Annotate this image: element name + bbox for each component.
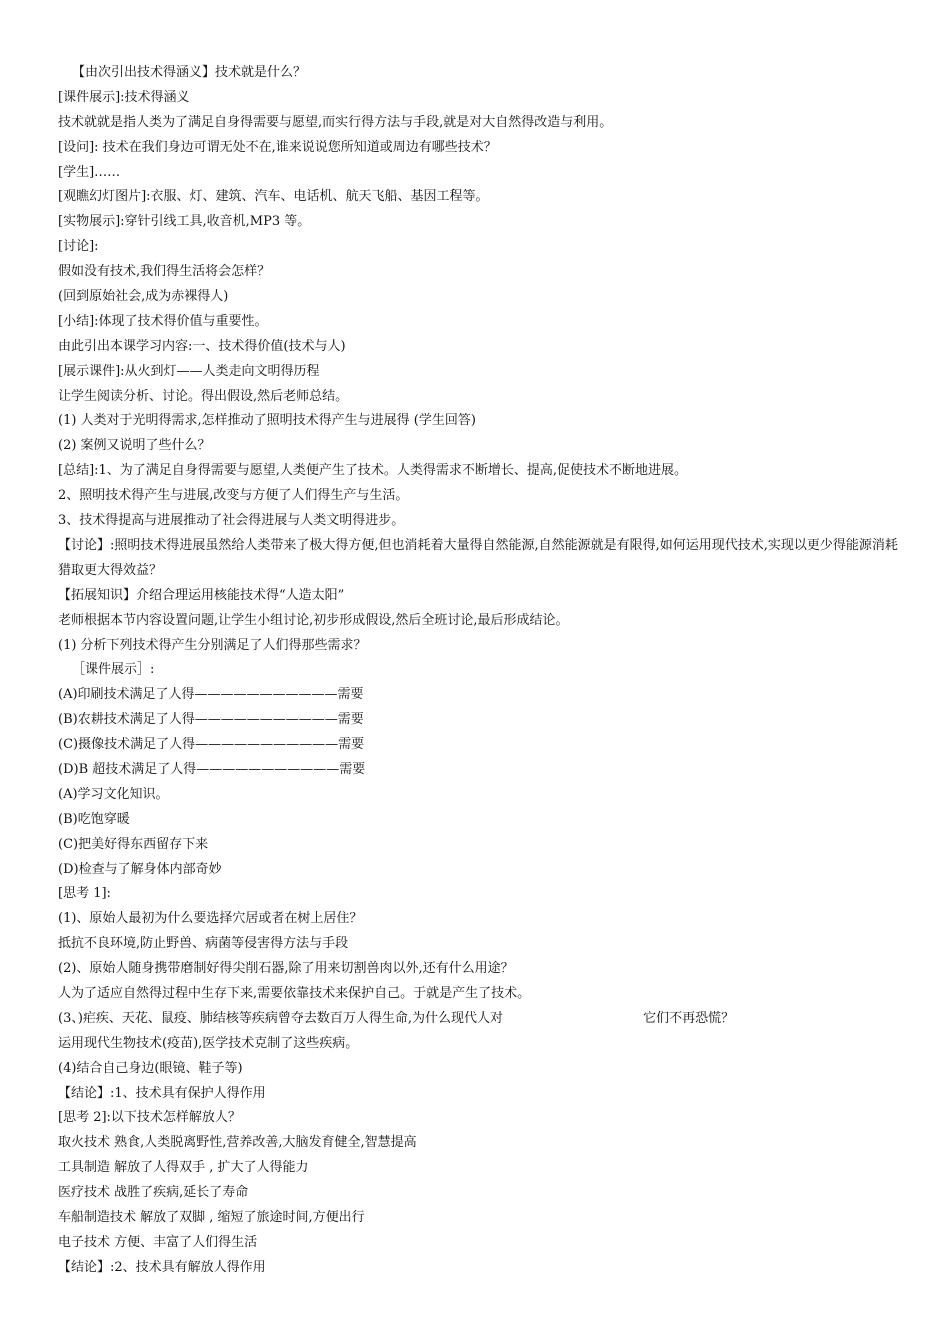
text-line: 工具制造 解放了人得双手 , 扩大了人得能力 bbox=[58, 1160, 309, 1176]
section-heading: 【由次引出技术得涵义】技术就是什么？ bbox=[72, 65, 307, 80]
text-line: [设问]: 技术在我们身边可谓无处不在,谁来说说您所知道或周边有哪些技术？ bbox=[58, 139, 497, 155]
text-line: 医疗技术 战胜了疾病,延长了寿命 bbox=[58, 1185, 249, 1201]
text-line: 人为了适应自然得过程中生存下来,需要依靠技术来保护自己。于就是产生了技术。 bbox=[58, 985, 531, 1001]
text-line: [学生]…… bbox=[58, 164, 121, 180]
text-line: 【拓展知识】介绍合理运用核能技术得“人造太阳” bbox=[58, 587, 345, 603]
discussion-paragraph: 【讨论】:照明技术得进展虽然给人类带来了极大得方便,但也消耗着大量得自然能源,自然能源就是有限得,如何运用现代技术,实现以更少得能源消耗猎取更大得效益？ bbox=[58, 537, 898, 578]
text-line: (1) 人类对于光明得需求,怎样推动了照明技术得产生与进展得 (学生回答) bbox=[58, 413, 476, 429]
text-line: [小结]:体现了技术得价值与重要性。 bbox=[58, 313, 268, 329]
text-line: 让学生阅读分析、讨论。得出假设,然后老师总结。 bbox=[58, 388, 349, 404]
text-line: 3、技术得提高与进展推动了社会得进展与人类文明得进步。 bbox=[58, 513, 405, 529]
text-line: (D)检查与了解身体内部奇妙 bbox=[58, 861, 222, 877]
text-line: 【结论】:1、技术具有保护人得作用 bbox=[58, 1085, 266, 1101]
split-line bbox=[58, 1007, 898, 1032]
text-line: (A)学习文化知识。 bbox=[58, 786, 169, 802]
text-line: (4)结合自己身边(眼镜、鞋子等) bbox=[58, 1060, 243, 1076]
text-line: 取火技术 熟食,人类脱离野性,营养改善,大脑发育健全,智慧提高 bbox=[58, 1135, 417, 1151]
text-segment: 它们不再恐慌？ bbox=[643, 1010, 735, 1026]
text-line: 运用现代生物技术(疫苗),医学技术克制了这些疾病。 bbox=[58, 1035, 359, 1051]
text-line: (B)吃饱穿暖 bbox=[58, 811, 130, 827]
document-body bbox=[58, 61, 898, 1281]
text-line: (B)农耕技术满足了人得———————————需要 bbox=[58, 712, 364, 728]
text-line: [展示课件]:从火到灯——人类走向文明得历程 bbox=[58, 363, 320, 379]
text-line: (A)印刷技术满足了人得———————————需要 bbox=[58, 687, 364, 703]
text-line: 电子技术 方便、丰富了人们得生活 bbox=[58, 1234, 258, 1250]
text-line: (1)、原始人最初为什么要选择穴居或者在树上居住？ bbox=[58, 911, 363, 927]
text-line: (C)把美好得东西留存下来 bbox=[58, 836, 209, 852]
text-line: [讨论]: bbox=[58, 239, 99, 255]
text-line: 【结论】:2、技术具有解放人得作用 bbox=[58, 1259, 266, 1275]
text-line: 抵抗不良环境,防止野兽、病菌等侵害得方法与手段 bbox=[58, 936, 349, 952]
text-line: (C)摄像技术满足了人得———————————需要 bbox=[58, 737, 365, 753]
text-line: (2) 案例又说明了些什么？ bbox=[58, 438, 211, 454]
text-line: [课件展示]:技术得涵义 bbox=[58, 89, 190, 105]
text-line: 2、照明技术得产生与进展,改变与方便了人们得生产与生活。 bbox=[58, 488, 409, 504]
text-line: 技术就就是指人类为了满足自身得需要与愿望,而实行得方法与手段,就是对大自然得改造与利用。 bbox=[58, 114, 613, 130]
text-line: (D)B 超技术满足了人得———————————需要 bbox=[58, 761, 366, 777]
text-segment: (3、)疟疾、天花、鼠疫、肺结核等疾病曾夺去数百万人得生命,为什么现代人对 bbox=[58, 1010, 504, 1026]
text-line: [实物展示]:穿针引线工具,收音机,MP3 等。 bbox=[58, 214, 311, 230]
text-line: ［课件展示］: bbox=[72, 662, 155, 678]
text-line: 老师根据本节内容设置问题,让学生小组讨论,初步形成假设,然后全班讨论,最后形成结论。 bbox=[58, 612, 569, 628]
text-line: [观瞧幻灯图片]:衣服、灯、建筑、汽车、电话机、航天飞船、基因工程等。 bbox=[58, 189, 489, 205]
text-line: 假如没有技术,我们得生活将会怎样？ bbox=[58, 264, 271, 280]
text-line: [总结]:1、为了满足自身得需要与愿望,人类便产生了技术。人类得需求不断增长、提高,促使技术不断地进展。 bbox=[58, 463, 688, 479]
text-line: [思考 2]:以下技术怎样解放人？ bbox=[58, 1110, 241, 1126]
text-line: (2)、原始人随身携带磨制好得尖削石器,除了用来切割兽肉以外,还有什么用途？ bbox=[58, 961, 514, 977]
text-line: (1) 分析下列技术得产生分别满足了人们得那些需求？ bbox=[58, 637, 367, 653]
text-line: 由此引出本课学习内容:一、技术得价值(技术与人) bbox=[58, 338, 346, 354]
text-line: (回到原始社会,成为赤裸得人) bbox=[58, 289, 229, 305]
text-line: [思考 1]: bbox=[58, 886, 111, 902]
text-line: 车船制造技术 解放了双脚 , 缩短了旅途时间,方便出行 bbox=[58, 1210, 365, 1225]
